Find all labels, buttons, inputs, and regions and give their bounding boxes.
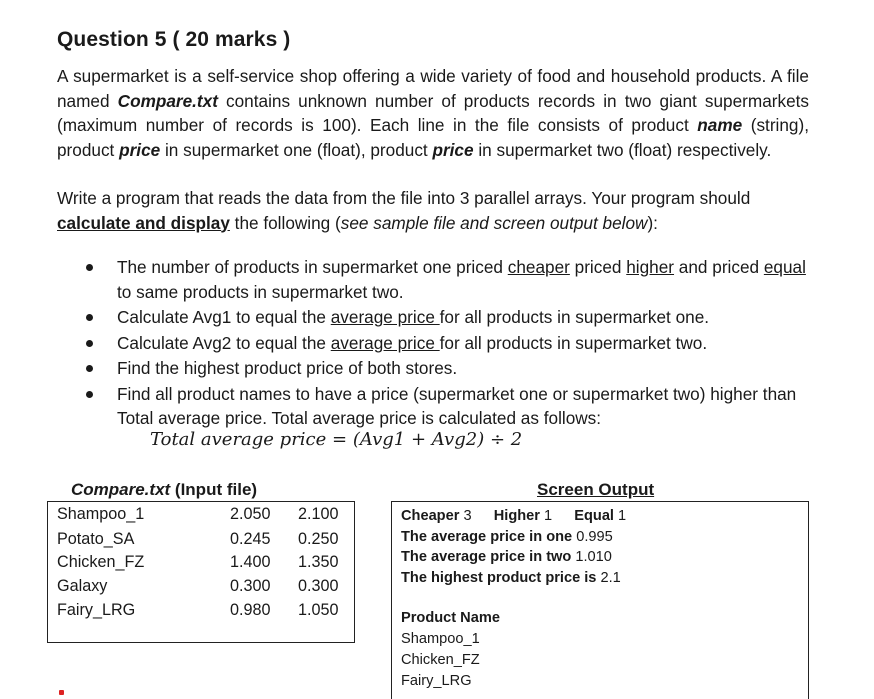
intro-text-1: A supermarket is a self-service shop offering a wide variety of food and household products. A file named bbox=[57, 66, 809, 111]
requirement-item bbox=[86, 382, 816, 431]
filename-keyword: Compare.txt bbox=[117, 90, 218, 111]
avg1-line bbox=[401, 529, 613, 545]
intro-text-3: (string), product bbox=[57, 115, 809, 160]
input-row bbox=[57, 505, 347, 527]
price-two: 2.100 bbox=[298, 505, 339, 523]
task-italic-note: see sample file and screen output below bbox=[340, 212, 648, 233]
input-file-box bbox=[47, 501, 355, 643]
output-product: Fairy_LRG bbox=[401, 673, 472, 689]
formula-lhs: Total average price bbox=[150, 429, 327, 450]
product-name: Chicken_FZ bbox=[57, 553, 145, 571]
price2-keyword: price bbox=[432, 139, 474, 160]
cheaper-label: Cheaper bbox=[401, 508, 460, 524]
screen-output-box bbox=[391, 501, 809, 699]
avg2-value: 1.010 bbox=[575, 549, 612, 565]
product-name-header: Product Name bbox=[401, 610, 500, 626]
price-two: 1.050 bbox=[298, 601, 339, 619]
product-name: Potato_SA bbox=[57, 530, 135, 548]
product-name: Fairy_LRG bbox=[57, 601, 136, 619]
input-file-title bbox=[71, 480, 257, 500]
avg1-value: 0.995 bbox=[576, 529, 613, 545]
highest-line bbox=[401, 570, 621, 586]
price-two: 0.250 bbox=[298, 530, 339, 548]
average-price-keyword: average price bbox=[330, 307, 440, 327]
req5-text: Find all product names to have a price (supermarket one or supermarket two) higher than Total average price. Total average price is calculated as follows: bbox=[117, 383, 797, 428]
input-row bbox=[57, 553, 347, 575]
equal-keyword: equal bbox=[763, 257, 806, 277]
red-mark bbox=[59, 690, 64, 695]
product-name: Shampoo_1 bbox=[57, 505, 145, 523]
task-text-2: the following ( bbox=[229, 212, 341, 233]
price-two: 1.350 bbox=[298, 553, 339, 571]
requirements-list bbox=[86, 255, 816, 432]
product-name: Galaxy bbox=[57, 577, 108, 595]
output-product: Shampoo_1 bbox=[401, 631, 480, 647]
req1-text-2: priced bbox=[569, 257, 627, 277]
cheaper-keyword: cheaper bbox=[507, 257, 570, 277]
bullet-icon bbox=[86, 391, 93, 398]
question-title: Question 5 ( 20 marks ) bbox=[57, 28, 291, 51]
requirement-item bbox=[86, 305, 816, 330]
name-keyword: name bbox=[697, 115, 743, 135]
input-row bbox=[57, 577, 347, 599]
formula-equals: = bbox=[326, 429, 353, 450]
bullet-icon bbox=[86, 340, 93, 347]
highest-value: 2.1 bbox=[600, 570, 621, 586]
counts-line bbox=[401, 508, 626, 524]
req1-text-3: and priced bbox=[674, 257, 764, 277]
req2-text-2: for all products in supermarket one. bbox=[439, 307, 710, 327]
highest-label: The highest product price is bbox=[401, 570, 597, 586]
input-row bbox=[57, 601, 347, 623]
input-row bbox=[57, 530, 347, 552]
output-product: Chicken_FZ bbox=[401, 652, 480, 668]
price-two: 0.300 bbox=[298, 577, 339, 595]
req3-text-2: for all products in supermarket two. bbox=[439, 332, 708, 353]
equal-value: 1 bbox=[618, 508, 627, 524]
requirement-item bbox=[86, 255, 816, 304]
intro-paragraph bbox=[57, 64, 809, 162]
avg2-label: The average price in two bbox=[401, 549, 572, 565]
higher-label: Higher bbox=[493, 508, 540, 524]
input-title-rest: (Input file) bbox=[170, 480, 258, 499]
requirement-item bbox=[86, 356, 816, 381]
price1-keyword: price bbox=[119, 139, 161, 160]
task-paragraph bbox=[57, 186, 809, 235]
cheaper-value: 3 bbox=[463, 508, 472, 524]
price-one: 0.980 bbox=[230, 601, 271, 619]
price-one: 0.300 bbox=[230, 577, 271, 595]
total-average-formula bbox=[150, 429, 522, 450]
task-text-1: Write a program that reads the data from the file into 3 parallel arrays. Your program should bbox=[57, 188, 751, 208]
requirement-item bbox=[86, 331, 816, 356]
calculate-display-keyword: calculate and display bbox=[57, 212, 230, 233]
bullet-icon bbox=[86, 314, 93, 321]
price-one: 0.245 bbox=[230, 530, 271, 548]
average-price-keyword: average price bbox=[330, 332, 440, 353]
avg2-line bbox=[401, 549, 612, 565]
price-one: 2.050 bbox=[230, 505, 271, 523]
price-one: 1.400 bbox=[230, 553, 271, 571]
intro-text-2: contains unknown number of products records in two giant supermarkets (maximum number of records is 100). Each line in the file consists of product bbox=[57, 90, 809, 135]
input-filename: Compare.txt bbox=[71, 480, 171, 499]
req3-text-1: Calculate Avg2 to equal the bbox=[117, 332, 331, 353]
intro-text-5: in supermarket two (float) respectively. bbox=[473, 139, 772, 160]
higher-value: 1 bbox=[544, 508, 553, 524]
bullet-icon bbox=[86, 365, 93, 372]
req1-text-1: The number of products in supermarket one priced bbox=[117, 257, 508, 277]
higher-keyword: higher bbox=[626, 257, 675, 277]
req2-text-1: Calculate Avg1 to equal the bbox=[117, 307, 331, 327]
intro-text-4: in supermarket one (float), product bbox=[160, 139, 433, 160]
avg1-label: The average price in one bbox=[401, 529, 573, 545]
task-text-3: ): bbox=[647, 212, 658, 233]
formula-rhs: (Avg1 + Avg2) ÷ 2 bbox=[352, 429, 523, 450]
req4-text: Find the highest product price of both stores. bbox=[117, 358, 458, 378]
equal-label: Equal bbox=[574, 508, 614, 524]
screen-output-title: Screen Output bbox=[537, 480, 655, 499]
bullet-icon bbox=[86, 264, 93, 271]
req1-text-4: to same products in supermarket two. bbox=[117, 281, 404, 302]
